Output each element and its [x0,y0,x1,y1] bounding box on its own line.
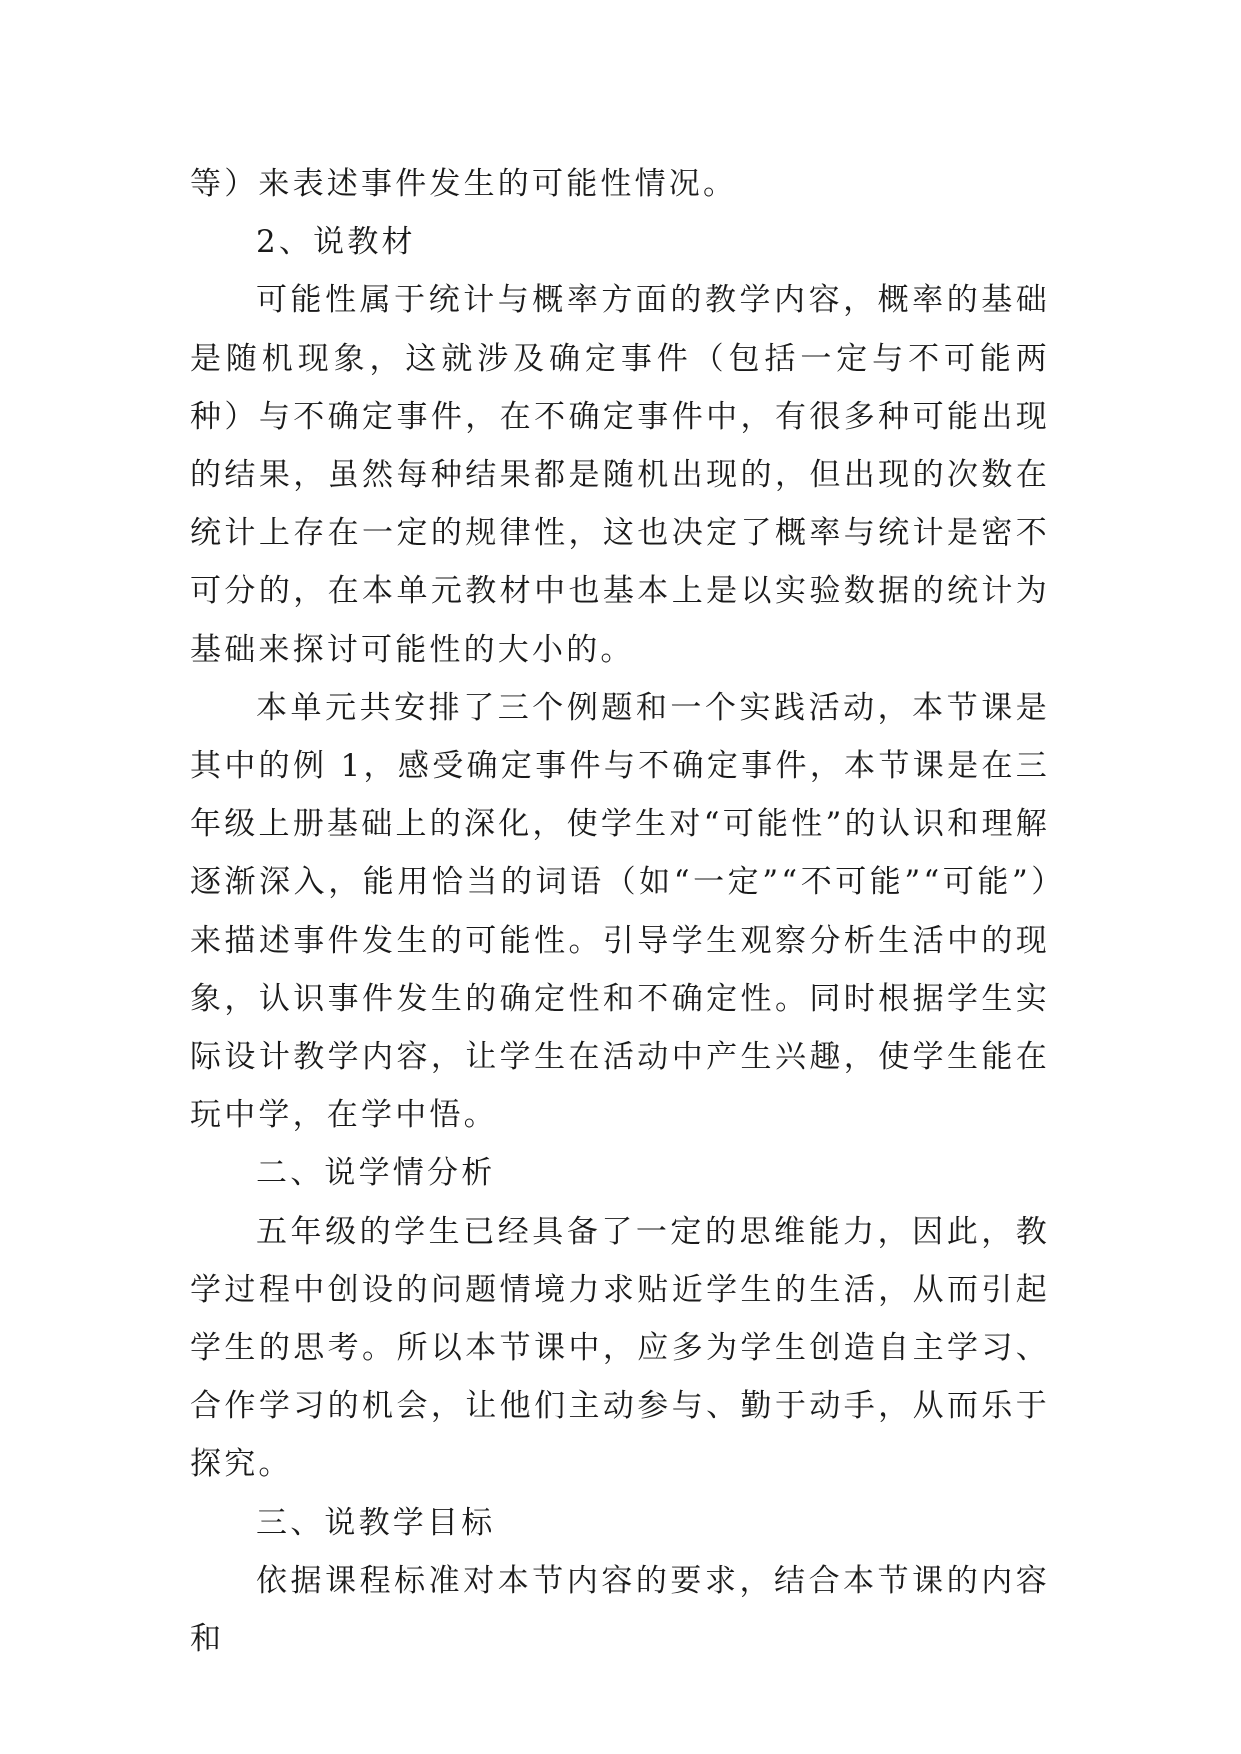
paragraph-student-analysis: 五年级的学生已经具备了一定的思维能力，因此，教学过程中创设的问题情境力求贴近学生的生活，从而引起学生的思考。所以本节课中，应多为学生创造自主学习、合作学习的机会，让他们主动参与、勤于动手，从而乐于探究。 [190,1213,1050,1483]
section-heading-student-analysis: 二、说学情分析 [256,1155,496,1192]
paragraph-unit-arrangement: 本单元共安排了三个例题和一个实践活动，本节课是其中的例 1，感受确定事件与不确定事件，本节课是在三年级上册基础上的深化，使学生对“可能性”的认识和理解逐渐深入，能用恰当的词语（如“一定”“不可能”“可能”）来描述事件发生的可能性。引导学生观察分析生活中的现象，认识事件发生的确定性和不确定性。同时根据学生实际设计教学内容，让学生在活动中产生兴趣，使学生能在玩中学，在学中悟。 [190,689,1050,1134]
paragraph-continuation: 等）来表述事件发生的可能性情况。 [190,166,738,202]
section-heading-teaching-goals: 三、说教学目标 [256,1504,496,1541]
paragraph-teaching-goals: 依据课程标准对本节内容的要求，结合本节课的内容和 [190,1562,1050,1658]
document-body [190,155,1050,1668]
paragraph-textbook-content: 可能性属于统计与概率方面的教学内容，概率的基础是随机现象，这就涉及确定事件（包括一定与不可能两种）与不确定事件，在不确定事件中，有很多种可能出现的结果，虽然每种结果都是随机出现的，但出现的次数在统计上存在一定的规律性，这也决定了概率与统计是密不可分的，在本单元教材中也基本上是以实验数据的统计为基础来探讨可能性的大小的。 [190,282,1050,668]
section-heading-textbook: 2、说教材 [256,224,416,261]
